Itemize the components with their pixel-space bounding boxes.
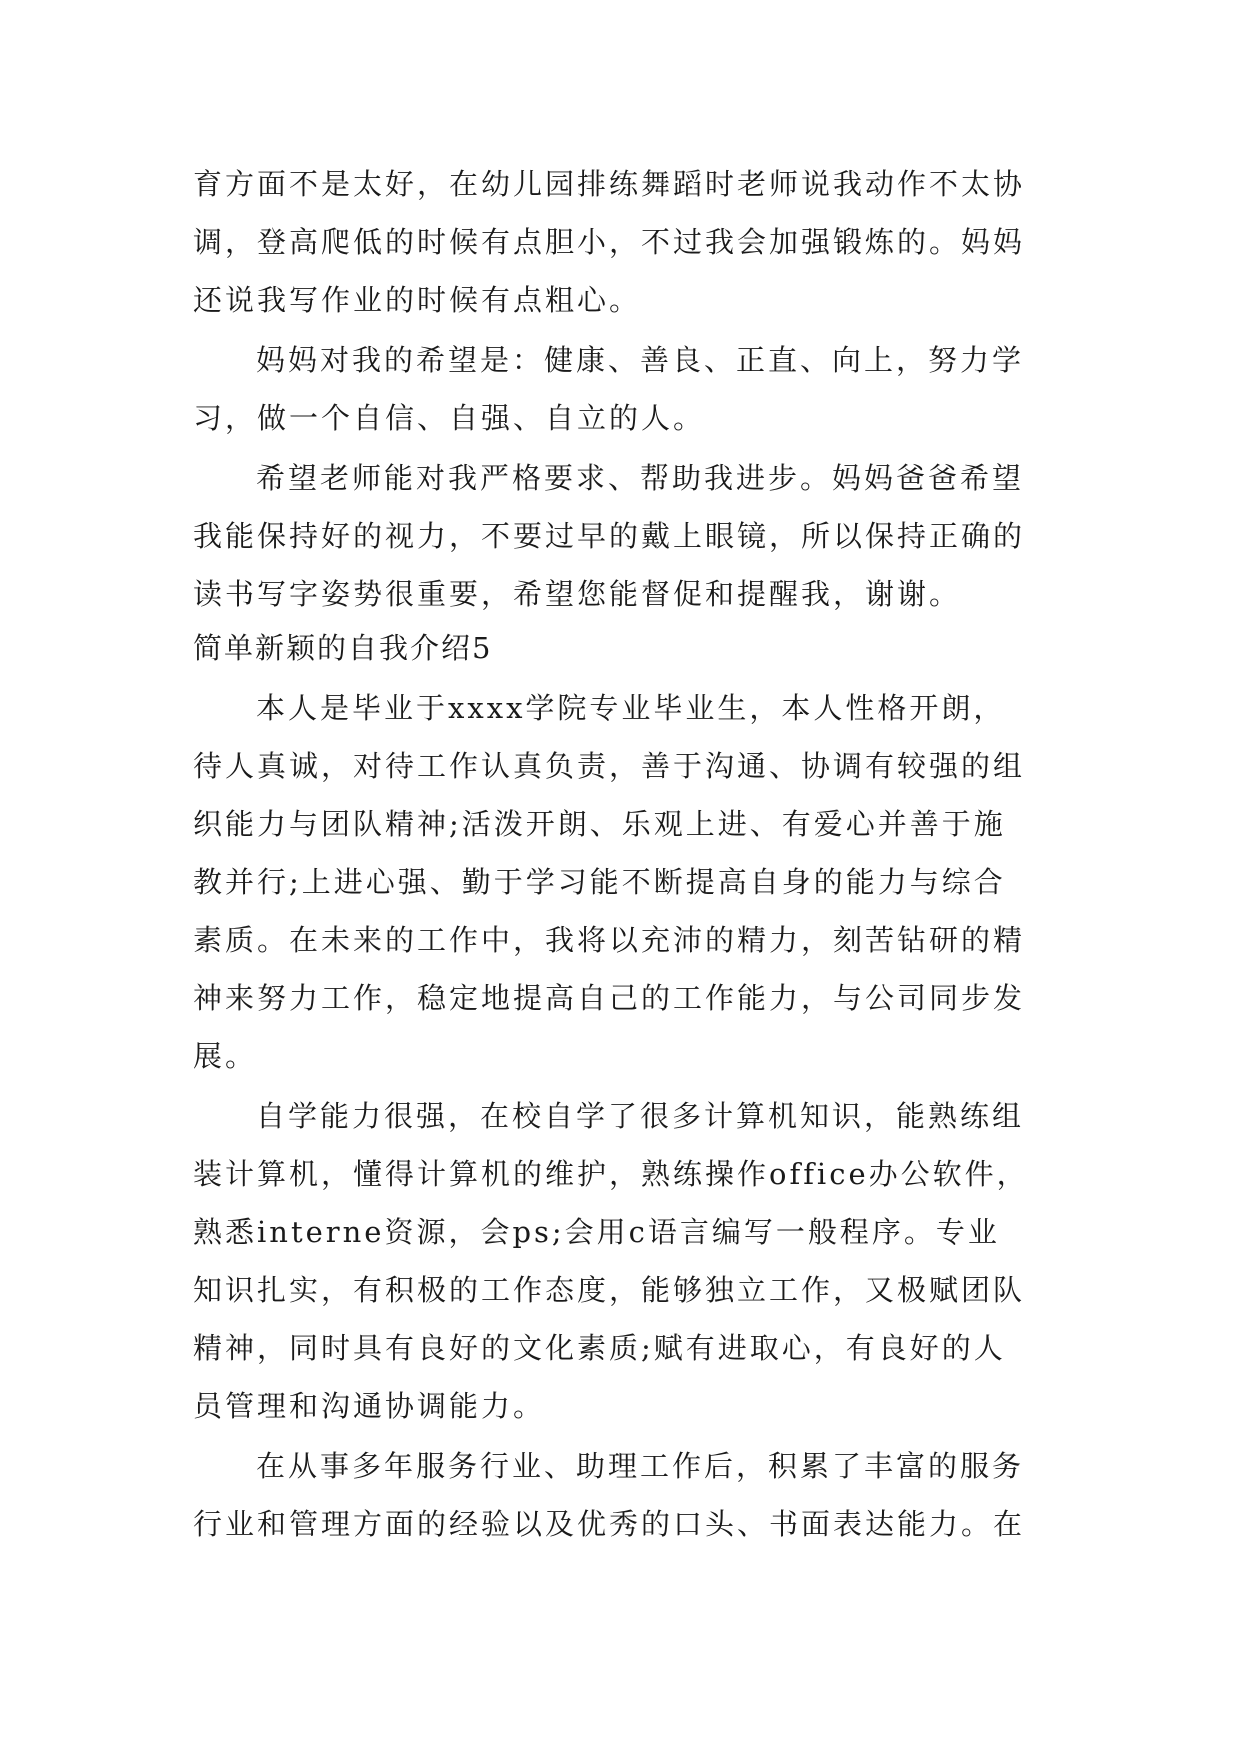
text-line: 教并行;上进心强、勤于学习能不断提高自身的能力与综合 xyxy=(193,865,1006,899)
text-line: 神来努力工作，稳定地提高自己的工作能力，与公司同步发 xyxy=(193,981,1026,1015)
section-heading: 简单新颖的自我介绍5 xyxy=(193,631,493,665)
text-line: 希望老师能对我严格要求、帮助我进步。妈妈爸爸希望 xyxy=(256,461,1025,495)
text-line: 妈妈对我的希望是：健康、善良、正直、向上，努力学 xyxy=(256,343,1025,377)
text-line: 育方面不是太好，在幼儿园排练舞蹈时老师说我动作不太协 xyxy=(193,167,1026,201)
text-line: 还说我写作业的时候有点粗心。 xyxy=(193,283,642,317)
text-line: 调，登高爬低的时候有点胆小，不过我会加强锻炼的。妈妈 xyxy=(193,225,1026,259)
text-line: 员管理和沟通协调能力。 xyxy=(193,1389,546,1423)
text-line: 在从事多年服务行业、助理工作后，积累了丰富的服务 xyxy=(256,1449,1025,1483)
text-line: 读书写字姿势很重要，希望您能督促和提醒我，谢谢。 xyxy=(193,577,962,611)
text-line: 织能力与团队精神;活泼开朗、乐观上进、有爱心并善于施 xyxy=(193,807,1006,841)
text-line: 素质。在未来的工作中，我将以充沛的精力，刻苦钻研的精 xyxy=(193,923,1026,957)
text-line: 展。 xyxy=(193,1039,258,1073)
text-line: 行业和管理方面的经验以及优秀的口头、书面表达能力。在 xyxy=(193,1507,1026,1541)
text-line: 装计算机，懂得计算机的维护，熟练操作office办公软件， xyxy=(193,1157,1029,1191)
text-line: 知识扎实，有积极的工作态度，能够独立工作，又极赋团队 xyxy=(193,1273,1026,1307)
text-line: 熟悉interne资源，会ps;会用c语言编写一般程序。专业 xyxy=(193,1215,1000,1249)
text-line: 我能保持好的视力，不要过早的戴上眼镜，所以保持正确的 xyxy=(193,519,1026,553)
text-line: 自学能力很强，在校自学了很多计算机知识，能熟练组 xyxy=(256,1099,1025,1133)
text-line: 精神，同时具有良好的文化素质;赋有进取心，有良好的人 xyxy=(193,1331,1006,1365)
text-line: 本人是毕业于xxxx学院专业毕业生，本人性格开朗， xyxy=(256,691,1006,725)
text-line: 待人真诚，对待工作认真负责，善于沟通、协调有较强的组 xyxy=(193,749,1026,783)
text-line: 习，做一个自信、自强、自立的人。 xyxy=(193,401,706,435)
